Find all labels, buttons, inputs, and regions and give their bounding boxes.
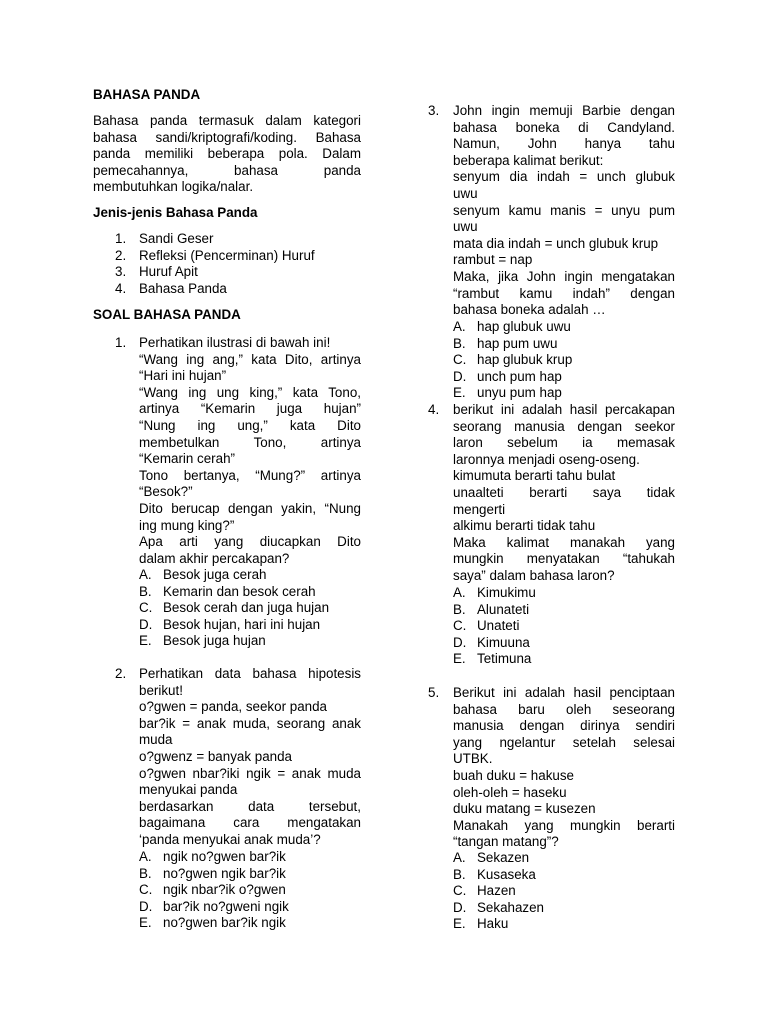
question-4-option: Unateti [477, 618, 520, 634]
question-1-line: Apa arti yang diucapkan Dito [139, 534, 361, 550]
question-number: 3. [428, 103, 440, 118]
list-number: 3. [115, 264, 127, 280]
question-2-line: o?gwen nbar?iki ngik = anak muda [139, 765, 361, 781]
intro-line: panda memiliki beberapa pola. Dalam [93, 146, 361, 162]
question-5-line: duku matang = kusezen [453, 801, 596, 817]
types-list-item: Refleksi (Pencerminan) Huruf [139, 247, 315, 263]
question-1-option: Besok juga hujan [163, 633, 266, 649]
question-1-line: “Wang ing ang,” kata Dito, artinya [139, 351, 361, 367]
question-1-line: Perhatikan ilustrasi di bawah ini! [139, 335, 331, 350]
option-letter: D. [453, 368, 467, 384]
list-number: 1. [115, 231, 127, 246]
option-letter: D. [453, 634, 467, 650]
question-1-line: membetulkan Tono, artinya [139, 434, 361, 450]
option-letter: B. [453, 866, 466, 882]
option-letter: B. [453, 601, 466, 617]
question-3-line: Maka, jika John ingin mengatakan [453, 269, 675, 284]
question-2-option: ngik no?gwen bar?ik [163, 849, 286, 864]
question-4-line: seorang manusia dengan seekor [453, 418, 675, 434]
question-3-line: “rambut kamu indah” dengan [453, 285, 675, 301]
option-letter: A. [139, 849, 152, 864]
types-heading: Jenis-jenis Bahasa Panda [93, 205, 258, 220]
question-3-line: uwu [453, 219, 478, 235]
question-5-line: Manakah yang mungkin berarti [453, 817, 675, 833]
question-2-line: berdasarkan data tersebut, [139, 798, 361, 814]
question-4-line: Maka kalimat manakah yang [453, 534, 675, 550]
question-5-line: yang ngelantur setelah selesai [453, 734, 675, 750]
question-1-line: “Hari ini hujan” [139, 368, 227, 384]
question-1-line: “Besok?” [139, 484, 193, 500]
question-5-line: bahasa baru oleh seseorang [453, 701, 675, 717]
question-2-line: Perhatikan data bahasa hipotesis [139, 666, 361, 681]
question-2-line: bar?ik = anak muda, seorang anak [139, 715, 361, 731]
question-1-line: “Nung ing ung,” kata Dito [139, 418, 361, 433]
intro-line: bahasa sandi/kriptografi/koding. Bahasa [93, 129, 361, 145]
question-number: 1. [115, 335, 127, 350]
intro-line: pemecahannya, bahasa panda [93, 162, 361, 178]
question-3-option: hap glubuk uwu [477, 319, 571, 334]
page-title: BAHASA PANDA [93, 87, 201, 102]
question-3-line: Namun, John hanya tahu [453, 136, 675, 152]
question-4-line: berikut ini adalah hasil percakapan [453, 402, 675, 417]
question-3-line: senyum kamu manis = unyu pum [453, 202, 675, 218]
question-2-line: bagaimana cara mengatakan [139, 815, 361, 831]
option-letter: D. [139, 616, 153, 632]
option-letter: E. [139, 633, 152, 649]
question-number: 4. [428, 402, 440, 417]
question-3-option: hap pum uwu [477, 335, 558, 351]
question-3-line: senyum dia indah = unch glubuk [453, 169, 675, 185]
question-1-line: “Kemarin cerah” [139, 451, 235, 467]
option-letter: A. [453, 585, 466, 600]
option-letter: C. [453, 618, 467, 634]
question-5-option: Haku [477, 916, 509, 932]
option-letter: B. [139, 865, 152, 881]
question-2-option: ngik nbar?ik o?gwen [163, 882, 286, 898]
question-4-line: mungkin menyatakan “tahukah [453, 551, 675, 567]
list-number: 2. [115, 247, 127, 263]
types-list-item: Huruf Apit [139, 264, 198, 280]
question-2-option: no?gwen bar?ik ngik [163, 915, 286, 931]
question-5-line: buah duku = hakuse [453, 768, 574, 783]
list-number: 4. [115, 280, 127, 296]
question-5-option: Hazen [477, 883, 516, 899]
question-1-line: dalam akhir percakapan? [139, 550, 290, 566]
question-1-line: Dito berucap dengan yakin, “Nung [139, 501, 361, 516]
question-4-line: unaalteti berarti saya tidak [453, 485, 675, 500]
option-letter: C. [453, 352, 467, 368]
question-2-line: menyukai panda [139, 782, 238, 798]
option-letter: D. [453, 899, 467, 915]
question-4-option: Alunateti [477, 601, 530, 617]
question-4-option: Kimukimu [477, 585, 536, 600]
question-1-line: “Wang ing ung king,” kata Tono, [139, 384, 361, 400]
question-2-option: bar?ik no?gweni ngik [163, 898, 289, 914]
question-3-line: rambut = nap [453, 252, 533, 268]
question-2-option: no?gwen ngik bar?ik [163, 865, 286, 881]
question-1-option: Kemarin dan besok cerah [163, 583, 316, 599]
question-3-option: unch pum hap [477, 368, 562, 384]
question-1-option: Besok cerah dan juga hujan [163, 600, 330, 616]
question-2-line: muda [139, 732, 173, 748]
question-1-line: Tono bertanya, “Mung?” artinya [139, 467, 361, 483]
question-2-line: ‘panda menyukai anak muda’? [139, 832, 321, 847]
types-list-item: Bahasa Panda [139, 280, 227, 296]
question-1-line: ing mung king?” [139, 517, 235, 533]
question-2-line: o?gwen = panda, seekor panda [139, 699, 327, 715]
option-letter: E. [453, 385, 466, 401]
question-3-option: hap glubuk krup [477, 352, 573, 368]
option-letter: C. [139, 882, 153, 898]
question-5-line: UTBK. [453, 751, 493, 767]
option-letter: D. [139, 898, 153, 914]
option-letter: B. [453, 335, 466, 351]
question-4-option: Tetimuna [477, 651, 532, 667]
question-1-option: Besok juga cerah [163, 567, 267, 582]
question-5-option: Sekazen [477, 850, 530, 865]
option-letter: B. [139, 583, 152, 599]
question-3-option: unyu pum hap [477, 385, 562, 401]
option-letter: E. [453, 916, 466, 932]
question-4-line: laronnya menjadi oseng-oseng. [453, 451, 640, 467]
question-5-option: Kusaseka [477, 866, 536, 882]
question-4-line: mengerti [453, 501, 506, 517]
question-3-line: bahasa boneka di Candyland. [453, 119, 675, 135]
question-3-line: bahasa boneka adalah … [453, 302, 606, 318]
intro-line: Bahasa panda termasuk dalam kategori [93, 113, 361, 128]
question-5-line: “tangan matang”? [453, 834, 559, 850]
question-4-line: laron sebelum ia memasak [453, 435, 675, 451]
question-1-line: artinya “Kemarin juga hujan” [139, 401, 361, 417]
question-4-option: Kimuuna [477, 634, 530, 650]
question-3-line: John ingin memuji Barbie dengan [453, 103, 675, 118]
soal-heading: SOAL BAHASA PANDA [93, 307, 241, 322]
question-3-line: mata dia indah = unch glubuk krup [453, 235, 659, 251]
question-5-line: oleh-oleh = haseku [453, 784, 567, 800]
question-number: 2. [115, 666, 127, 681]
option-letter: E. [139, 915, 152, 931]
option-letter: C. [453, 883, 467, 899]
question-1-option: Besok hujan, hari ini hujan [163, 616, 321, 632]
option-letter: C. [139, 600, 153, 616]
option-letter: A. [453, 319, 466, 334]
question-3-line: uwu [453, 186, 478, 201]
question-2-line: o?gwenz = banyak panda [139, 749, 292, 764]
intro-line: membutuhkan logika/nalar. [93, 179, 254, 195]
question-2-line: berikut! [139, 682, 183, 698]
question-number: 5. [428, 685, 440, 700]
option-letter: A. [453, 850, 466, 865]
question-4-line: kimumuta berarti tahu bulat [453, 468, 616, 484]
question-5-option: Sekahazen [477, 899, 545, 915]
question-3-line: beberapa kalimat berikut: [453, 152, 604, 168]
question-5-line: manusia dengan dirinya sendiri [453, 718, 675, 734]
option-letter: A. [139, 567, 152, 582]
types-list-item: Sandi Geser [139, 231, 214, 246]
option-letter: E. [453, 651, 466, 667]
question-4-line: alkimu berarti tidak tahu [453, 518, 596, 534]
question-4-line: saya” dalam bahasa laron? [453, 568, 615, 583]
question-5-line: Berikut ini adalah hasil penciptaan [453, 685, 675, 700]
